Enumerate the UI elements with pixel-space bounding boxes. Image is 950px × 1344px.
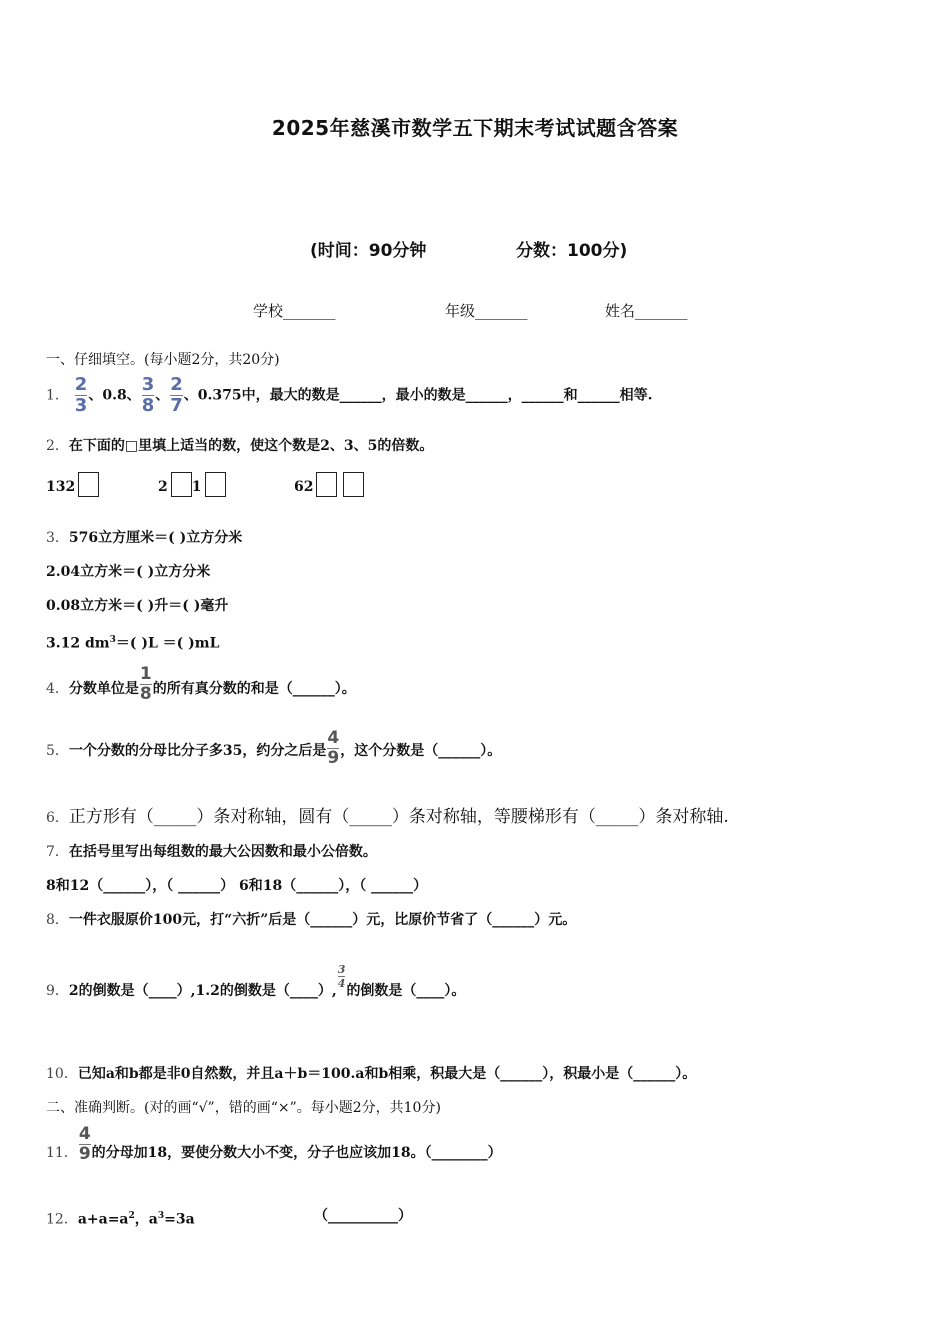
q3-line-3: 0.08立方米＝( )升＝( )毫升 [46,598,229,614]
question-1 [46,376,652,415]
question-3 [46,528,242,548]
q12-answer-blank: （__________） [314,1208,412,1224]
question-number: 6． [46,810,69,826]
q1-text-1: 、0.8、 [88,387,141,404]
answer-box[interactable] [316,472,337,497]
question-number: 2． [46,438,69,454]
q1-text-3: 、0.375中，最大的数是______，最小的数是______，______和______相等. [183,387,653,404]
answer-box[interactable] [343,472,364,497]
fraction-4-9: $\frac{4}{9}$ [78,1124,91,1164]
fraction-2-7: $\frac{2}{7}$ [170,374,183,416]
q3-line-4: 3.12 $dm^3=$( )L ＝( )mL [46,635,220,652]
q3-line-1: 576立方厘米＝( )立方分米 [68,530,243,546]
question-number: 11． [46,1145,78,1161]
question-5: 5．一个分数的分母比分子多35，约分之后是 $\frac{4}{9}$ ，这个分数是（______）。 [46,728,502,768]
fraction-3-8: $\frac{3}{8}$ [141,374,155,416]
q2-text: 在下面的□里填上适当的数，使这个数是2、3、5的倍数。 [68,438,434,454]
time-label: (时间：90分钟 [310,241,427,261]
q7-sub: 8和12（______），（ ______） 6和18（______），（ ______） [46,878,428,894]
fraction-2-3: $\frac{2}{3}$ [74,374,88,416]
fraction-4-9: $\frac{4}{9}$ [327,728,340,768]
section-1-heading: 一、仔细填空。(每小题2分，共20分) [46,352,280,368]
question-number: 7． [46,844,69,860]
answer-box[interactable] [171,472,192,497]
grade-field: 年级_______ [445,302,528,320]
q2-item-c: 62 [294,472,364,497]
page-title: 2025年慈溪市数学五下期末考试试题含答案 [271,116,679,140]
question-number: 12． [46,1211,78,1228]
question-number: 10． [46,1066,78,1082]
question-12: 12．$a+a=a^2$，$a^3=3a$ [46,1211,195,1228]
answer-box[interactable] [78,472,99,497]
name-field: 姓名_______ [605,302,688,320]
q2-item-a: 132 [46,472,99,497]
section-2-heading: 二、准确判断。(对的画“√”，错的画“×”。每小题2分，共10分) [46,1100,441,1116]
question-2 [46,436,433,456]
question-11: 11． $\frac{4}{9}$ 的分母加18，要使分数大小不变，分子也应该加18。（________） [46,1124,502,1164]
question-8: 8．一件衣服原价100元，打“六折”后是（______）元，比原价节省了（______）元。 [46,912,577,928]
q2-item-b: 2 1 [158,472,226,497]
q3-line-2: 2.04立方米＝( )立方分米 [46,564,211,580]
question-number: 9． [46,983,69,999]
question-number: 8． [46,912,69,928]
question-number: 5． [46,743,69,759]
question-6: 6．正方形有（_____）条对称轴，圆有（_____）条对称轴，等腰梯形有（_____）条对称轴. [46,807,729,827]
question-9: 9．2的倒数是（____）,1.2的倒数是（____）, $\frac{3}{4}$ 的倒数是（____）。 [46,963,466,999]
q1-text-2: 、 [155,387,170,404]
answer-box[interactable] [205,472,226,497]
question-number: 1． [46,387,69,404]
fraction-3-4: $\frac{3}{4}$ [337,963,346,990]
question-number: 3． [46,530,69,546]
question-4: 4．分数单位是 $\frac{1}{8}$ 的所有真分数的和是（______）。 [46,664,356,704]
question-number: 4． [46,681,69,697]
score-label: 分数：100分) [516,241,628,261]
question-7: 7．在括号里写出每组数的最大公因数和最小公倍数。 [46,844,377,860]
question-10: 10．已知a和b都是非0自然数，并且a＋b＝100.a和b相乘，积最大是（______），积最小是（______）。 [46,1066,697,1082]
fraction-1-8: $\frac{1}{8}$ [139,664,152,704]
school-field: 学校_______ [253,302,336,320]
